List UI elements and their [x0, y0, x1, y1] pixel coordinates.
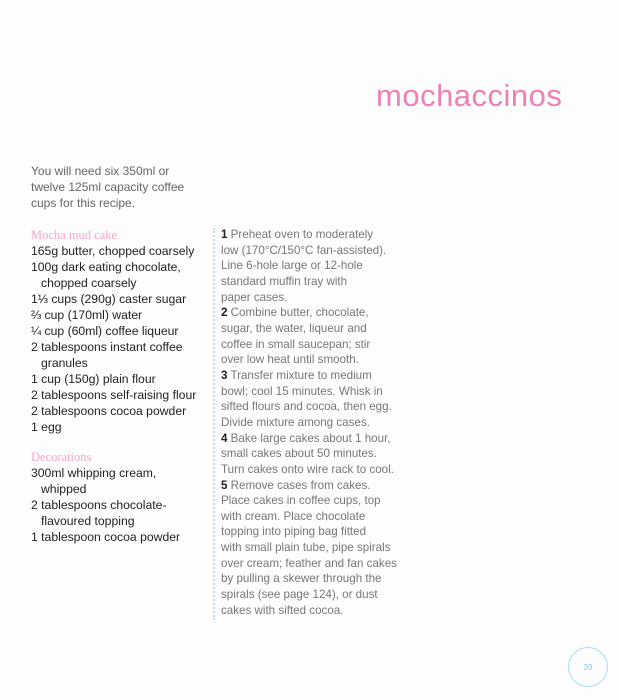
ingredient-item: [31, 259, 216, 291]
ingredient-item: [31, 323, 216, 339]
ingredient-line: 2 tablespoons instant coffee: [31, 340, 183, 354]
method-line: [221, 524, 411, 540]
method-line: [221, 462, 411, 478]
method-text: Line 6-hole large or 12-hole: [221, 259, 363, 273]
method-line: [221, 603, 411, 619]
method-step: [221, 431, 411, 478]
method-text: low (170°C/150°C fan-assisted).: [221, 243, 387, 257]
method-text: topping into piping bag fitted: [221, 525, 367, 539]
intro-text: [31, 163, 216, 211]
method-line: [221, 258, 411, 274]
step-number: 5: [221, 478, 228, 492]
method-line: [221, 571, 411, 587]
ingredient-line: 1 tablespoon cocoa powder: [31, 530, 181, 544]
method-line: [221, 399, 411, 415]
method-text: over cream; feather and fan cakes: [221, 556, 397, 570]
method-text: Transfer mixture to medium: [227, 368, 372, 382]
method-line: [221, 446, 411, 462]
ingredient-item: [31, 339, 216, 371]
column-divider: [213, 228, 215, 620]
method-text: Divide mixture among cases.: [221, 415, 370, 429]
method-text: Remove cases from cakes.: [227, 478, 371, 492]
method-text: spirals (see page 124), or dust: [221, 588, 378, 602]
ingredient-item: [31, 497, 216, 529]
ingredient-line: 1 egg: [31, 420, 62, 434]
method-line: [221, 290, 411, 306]
method-line: [221, 384, 411, 400]
method-line: [221, 337, 411, 353]
ingredient-line: 1 cup (150g) plain flour: [31, 372, 156, 386]
method-text: by pulling a skewer through the: [221, 572, 382, 586]
step-number: 1: [221, 228, 228, 241]
section-heading: Mocha mud cake: [31, 228, 118, 242]
ingredient-line: ¼ cup (60ml) coffee liqueur: [31, 324, 179, 338]
method-step: [221, 305, 411, 368]
method-text: Combine butter, chocolate,: [227, 306, 369, 320]
ingredient-item: [31, 403, 216, 419]
page-title: mochaccinos: [376, 78, 563, 113]
method-text: Turn cakes onto wire rack to cool.: [221, 462, 394, 476]
method-text: bowl; cool 15 minutes. Whisk in: [221, 384, 383, 398]
method-line: [221, 556, 411, 572]
method-text: small cakes about 50 minutes.: [221, 447, 377, 461]
ingredient-item: [31, 529, 216, 545]
method-text: paper cases.: [221, 290, 288, 304]
method-line: [221, 227, 411, 243]
ingredient-line: 100g dark eating chocolate,: [31, 260, 181, 274]
ingredient-line: 165g butter, chopped coarsely: [31, 244, 195, 258]
method-text: over low heat until smooth.: [221, 353, 359, 367]
method-line: [221, 415, 411, 431]
ingredient-line: chopped coarsely: [41, 276, 137, 290]
ingredient-item: [31, 419, 216, 435]
method-line: [221, 493, 411, 509]
ingredient-item: [31, 291, 216, 307]
ingredient-line: granules: [41, 356, 88, 370]
method-text: cakes with sifted cocoa.: [221, 603, 344, 617]
ingredient-line: 1⅓ cups (290g) caster sugar: [31, 292, 187, 306]
ingredient-line: flavoured topping: [41, 514, 135, 528]
method-line: [221, 274, 411, 290]
ingredient-line: ⅔ cup (170ml) water: [31, 308, 143, 322]
method-text: sugar, the water, liqueur and: [221, 321, 367, 335]
section-gap: [31, 435, 216, 449]
intro-line: You will need six 350ml or: [31, 164, 170, 178]
ingredient-item: [31, 371, 216, 387]
step-number: 4: [221, 431, 228, 445]
ingredient-item: [31, 465, 216, 497]
page-number: 39: [568, 647, 608, 687]
method-text: standard muffin tray with: [221, 274, 348, 288]
intro-line: twelve 125ml capacity coffee: [31, 180, 185, 194]
intro-line: cups for this recipe.: [31, 196, 136, 210]
ingredient-item: [31, 307, 216, 323]
step-number: 3: [221, 368, 228, 382]
step-number: 2: [221, 306, 228, 320]
ingredient-line: 2 tablespoons chocolate-: [31, 498, 167, 512]
ingredient-line: 2 tablespoons self-raising flour: [31, 388, 197, 402]
ingredient-item: [31, 243, 216, 259]
method-line: [221, 478, 411, 494]
ingredients: [31, 227, 216, 545]
method-step: [221, 368, 411, 431]
method-line: [221, 509, 411, 525]
method-line: [221, 540, 411, 556]
method: [221, 227, 411, 618]
method-text: coffee in small saucepan; stir: [221, 337, 371, 351]
method-line: [221, 243, 411, 259]
method-text: with small plain tube, pipe spirals: [221, 541, 391, 555]
method-text: Place cakes in coffee cups, top: [221, 494, 381, 508]
section-heading: Decorations: [31, 450, 92, 464]
method-line: [221, 305, 411, 321]
ingredient-item: [31, 387, 216, 403]
method-text: sifted flours and cocoa, then egg.: [221, 400, 392, 414]
method-line: [221, 321, 411, 337]
ingredient-line: whipped: [41, 482, 87, 496]
method-text: Bake large cakes about 1 hour,: [227, 431, 391, 445]
method-line: [221, 431, 411, 447]
ingredient-line: 2 tablespoons cocoa powder: [31, 404, 187, 418]
ingredient-line: 300ml whipping cream,: [31, 466, 157, 480]
method-line: [221, 352, 411, 368]
method-step: [221, 478, 411, 619]
method-step: [221, 227, 411, 305]
method-text: Preheat oven to moderately: [227, 228, 374, 241]
method-line: [221, 587, 411, 603]
method-text: with cream. Place chocolate: [221, 509, 366, 523]
method-line: [221, 368, 411, 384]
